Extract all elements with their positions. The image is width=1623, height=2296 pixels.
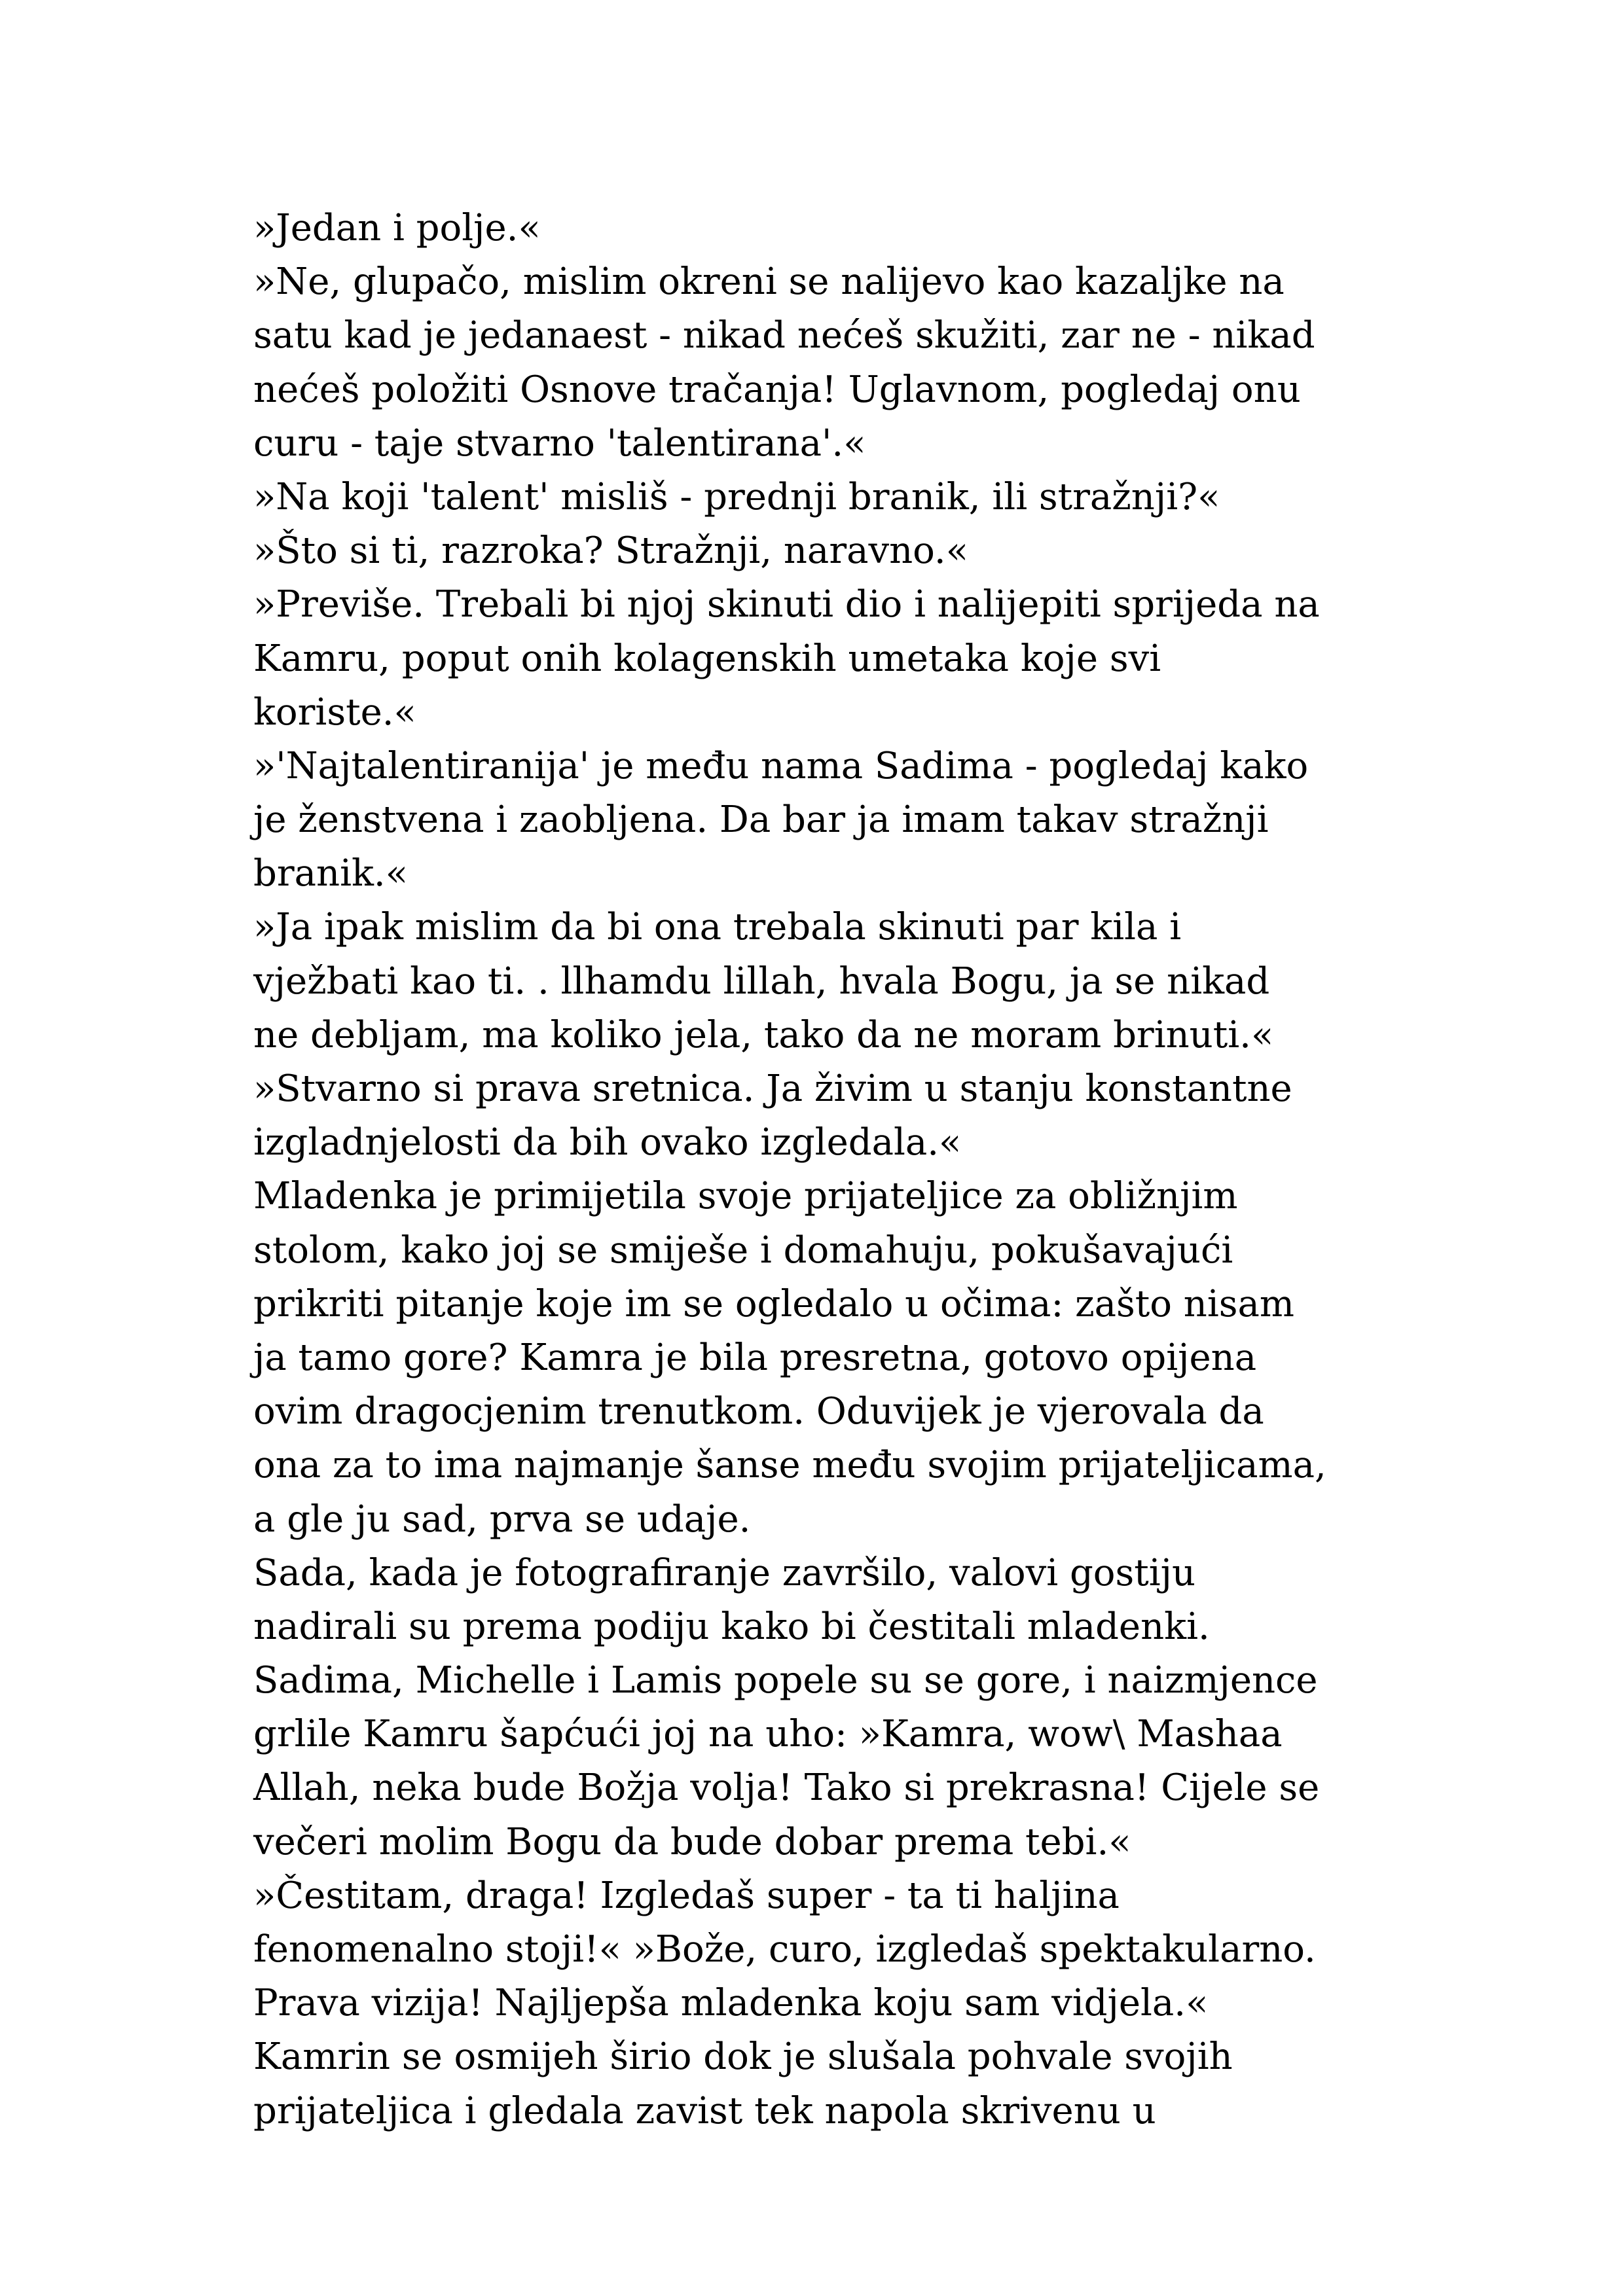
text-line: izgladnjelosti da bih ovako izgledala.«	[253, 1121, 962, 1164]
text-line: stolom, kako joj se smiješe i domahuju, pokušavajući	[253, 1229, 1233, 1272]
text-line: »Ja ipak mislim da bi ona trebala skinuti par kila i	[253, 906, 1182, 949]
text-line: prikriti pitanje koje im se ogledalo u očima: zašto nisam	[253, 1282, 1294, 1325]
body-text	[253, 202, 1445, 2138]
text-line: »Jedan i polje.«	[253, 207, 541, 249]
text-line: nadirali su prema podiju kako bi čestitali mladenki.	[253, 1605, 1210, 1648]
text-line: »Čestitam, draga! Izgledaš super - ta ti haljina	[253, 1874, 1120, 1917]
text-line: »'Najtalentiranija' je među nama Sadima - pogledaj kako	[253, 744, 1309, 787]
text-line: »Ne, glupačo, mislim okreni se nalijevo kao kazaljke na	[253, 260, 1285, 304]
text-line: »Previše. Trebali bi njoj skinuti dio i nalijepiti sprijeda na	[253, 583, 1320, 626]
text-line: Mladenka je primijetila svoje prijateljice za obližnjim	[253, 1175, 1238, 1218]
text-line: vježbati kao ti. . llhamdu lillah, hvala Bogu, ja se nikad	[253, 960, 1270, 1003]
text-line: večeri molim Bogu da bude dobar prema tebi.«	[253, 1820, 1131, 1863]
text-line: nećeš položiti Osnove tračanja! Uglavnom, pogledaj onu	[253, 368, 1301, 411]
text-line: je ženstvena i zaobljena. Da bar ja imam takav stražnji	[253, 798, 1269, 842]
text-line: ja tamo gore? Kamra je bila presretna, gotovo opijena	[253, 1336, 1257, 1379]
text-line: koriste.«	[253, 691, 416, 734]
text-line: branik.«	[253, 852, 408, 895]
text-line: Kamru, poput onih kolagenskih umetaka koje svi	[253, 637, 1161, 680]
text-line: »Stvarno si prava sretnica. Ja živim u stanju konstantne	[253, 1067, 1292, 1110]
text-line: »Na koji 'talent' misliš - prednji branik, ili stražnji?«	[253, 475, 1220, 518]
text-line: grlile Kamru šapćući joj na uho: »Kamra, wow\ Mashaa	[253, 1713, 1283, 1756]
text-line: Sadima, Michelle i Lamis popele su se gore, i naizmjence	[253, 1659, 1318, 1702]
text-line: Allah, neka bude Božja volja! Tako si prekrasna! Cijele se	[253, 1767, 1320, 1810]
text-line: prijateljica i gledala zavist tek napola skrivenu u	[253, 2089, 1156, 2132]
text-line: Sada, kada je fotografiranje završilo, valovi gostiju	[253, 1551, 1196, 1594]
text-line: ona za to ima najmanje šanse među svojim prijateljicama,	[253, 1444, 1326, 1487]
text-line: »Što si ti, razroka? Stražnji, naravno.«	[253, 529, 968, 573]
text-line: ne debljam, ma koliko jela, tako da ne moram brinuti.«	[253, 1013, 1274, 1056]
text-line: Kamrin se osmijeh širio dok je slušala pohvale svojih	[253, 2036, 1233, 2079]
text-line: satu kad je jedanaest - nikad nećeš skužiti, zar ne - nikad	[253, 314, 1315, 357]
text-line: fenomenalno stoji!« »Bože, curo, izgledaš spektakularno.	[253, 1928, 1316, 1971]
text-line: curu - taje stvarno 'talentirana'.«	[253, 422, 866, 465]
text-line: Prava vizija! Najljepša mladenka koju sam vidjela.«	[253, 1982, 1209, 2025]
text-line: a gle ju sad, prva se udaje.	[253, 1498, 751, 1541]
text-line: ovim dragocjenim trenutkom. Oduvijek je vjerovala da	[253, 1390, 1264, 1433]
